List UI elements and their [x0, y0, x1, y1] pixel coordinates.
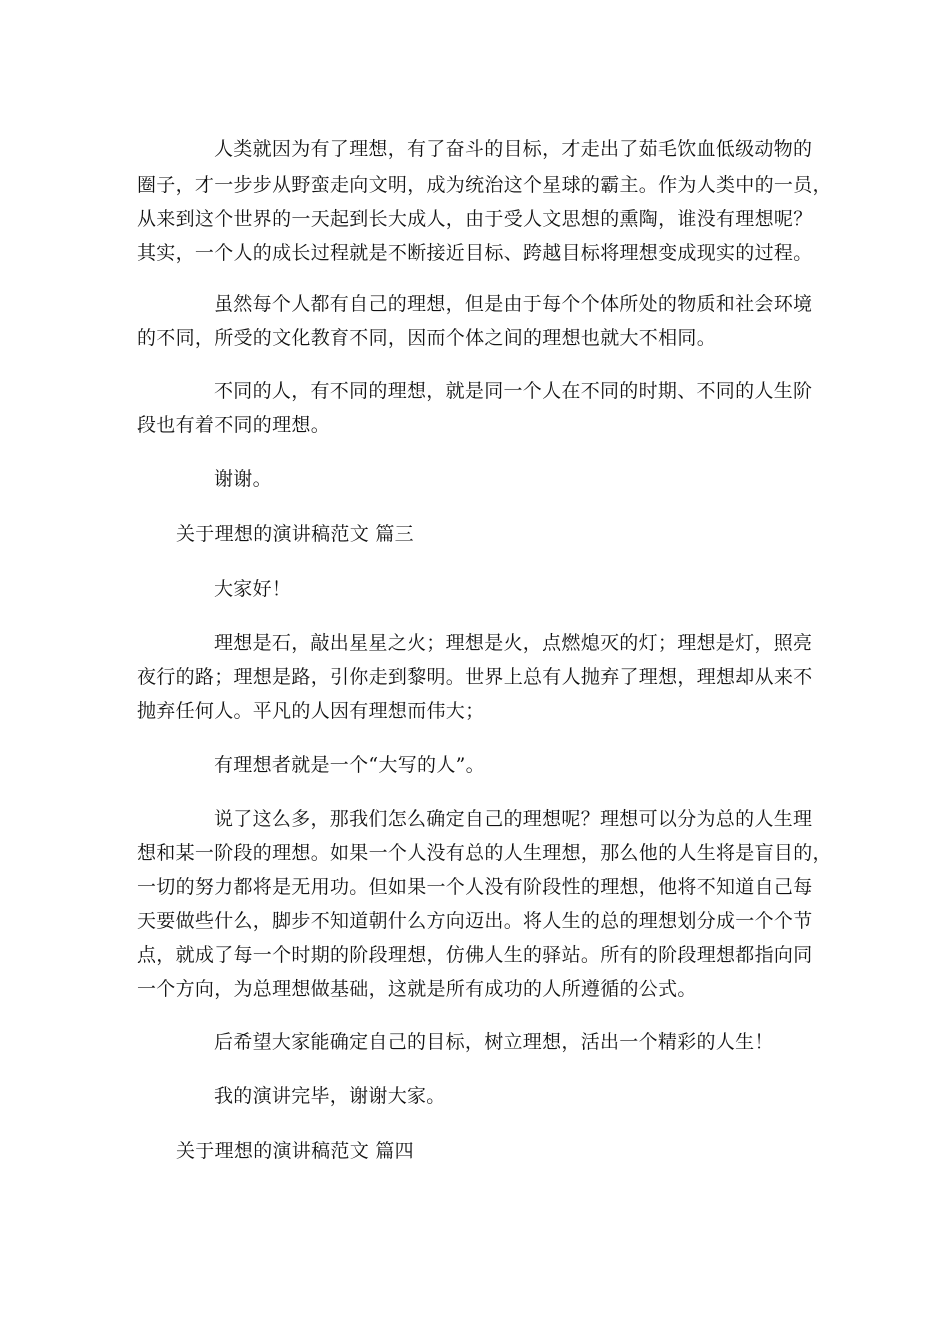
ideals-paragraph-line-2: 夜行的路；理想是路，引你走到黎明。世界上总有人抛弃了理想，理想却从来不: [137, 666, 813, 688]
long-paragraph-line-2: 想和某一阶段的理想。如果一个人没有总的人生理想，那么他的人生将是盲目的，: [137, 842, 832, 864]
paragraph-2-line-2: 的不同，所受的文化教育不同，因而个体之间的理想也就大不相同。: [137, 327, 717, 349]
paragraph-1-line-4: 其实，一个人的成长过程就是不断接近目标、跨越目标将理想变成现实的过程。: [137, 242, 813, 264]
thanks-line: 谢谢。: [214, 468, 272, 490]
big-person-line: 有理想者就是一个“大写的人”。: [214, 754, 485, 776]
hope-line: 后希望大家能确定自己的目标，树立理想，活出一个精彩的人生！: [214, 1031, 774, 1053]
paragraph-1-line-1: 人类就因为有了理想，有了奋斗的目标，才走出了茹毛饮血低级动物的: [214, 138, 813, 160]
greeting-line: 大家好！: [214, 578, 292, 600]
closing-line: 我的演讲完毕，谢谢大家。: [214, 1085, 446, 1107]
section-heading-3: 关于理想的演讲稿范文 篇三: [176, 523, 414, 545]
long-paragraph-line-5: 点，就成了每一个时期的阶段理想，仿佛人生的驿站。所有的阶段理想都指向同: [137, 944, 813, 966]
paragraph-1-line-2: 圈子，才一步步从野蛮走向文明，成为统治这个星球的霸主。作为人类中的一员，: [137, 174, 832, 196]
ideals-paragraph-line-3: 抛弃任何人。平凡的人因有理想而伟大；: [137, 700, 485, 722]
long-paragraph-line-4: 天要做些什么，脚步不知道朝什么方向迈出。将人生的总的理想划分成一个个节: [137, 910, 813, 932]
paragraph-2-line-1: 虽然每个人都有自己的理想，但是由于每个个体所处的物质和社会环境: [214, 293, 813, 315]
paragraph-3-line-2: 段也有着不同的理想。: [137, 414, 331, 436]
paragraph-1-line-3: 从来到这个世界的一天起到长大成人，由于受人文思想的熏陶，谁没有理想呢？: [137, 208, 813, 230]
paragraph-3-line-1: 不同的人，有不同的理想，就是同一个人在不同的时期、不同的人生阶: [214, 380, 813, 402]
long-paragraph-line-1: 说了这么多，那我们怎么确定自己的理想呢？理想可以分为总的人生理: [214, 808, 813, 830]
long-paragraph-line-3: 一切的努力都将是无用功。但如果一个人没有阶段性的理想，他将不知道自己每: [137, 876, 813, 898]
ideals-paragraph-line-1: 理想是石，敲出星星之火；理想是火，点燃熄灭的灯；理想是灯，照亮: [214, 632, 813, 654]
section-heading-4: 关于理想的演讲稿范文 篇四: [176, 1140, 414, 1162]
long-paragraph-line-6: 一个方向，为总理想做基础，这就是所有成功的人所遵循的公式。: [137, 978, 697, 1000]
